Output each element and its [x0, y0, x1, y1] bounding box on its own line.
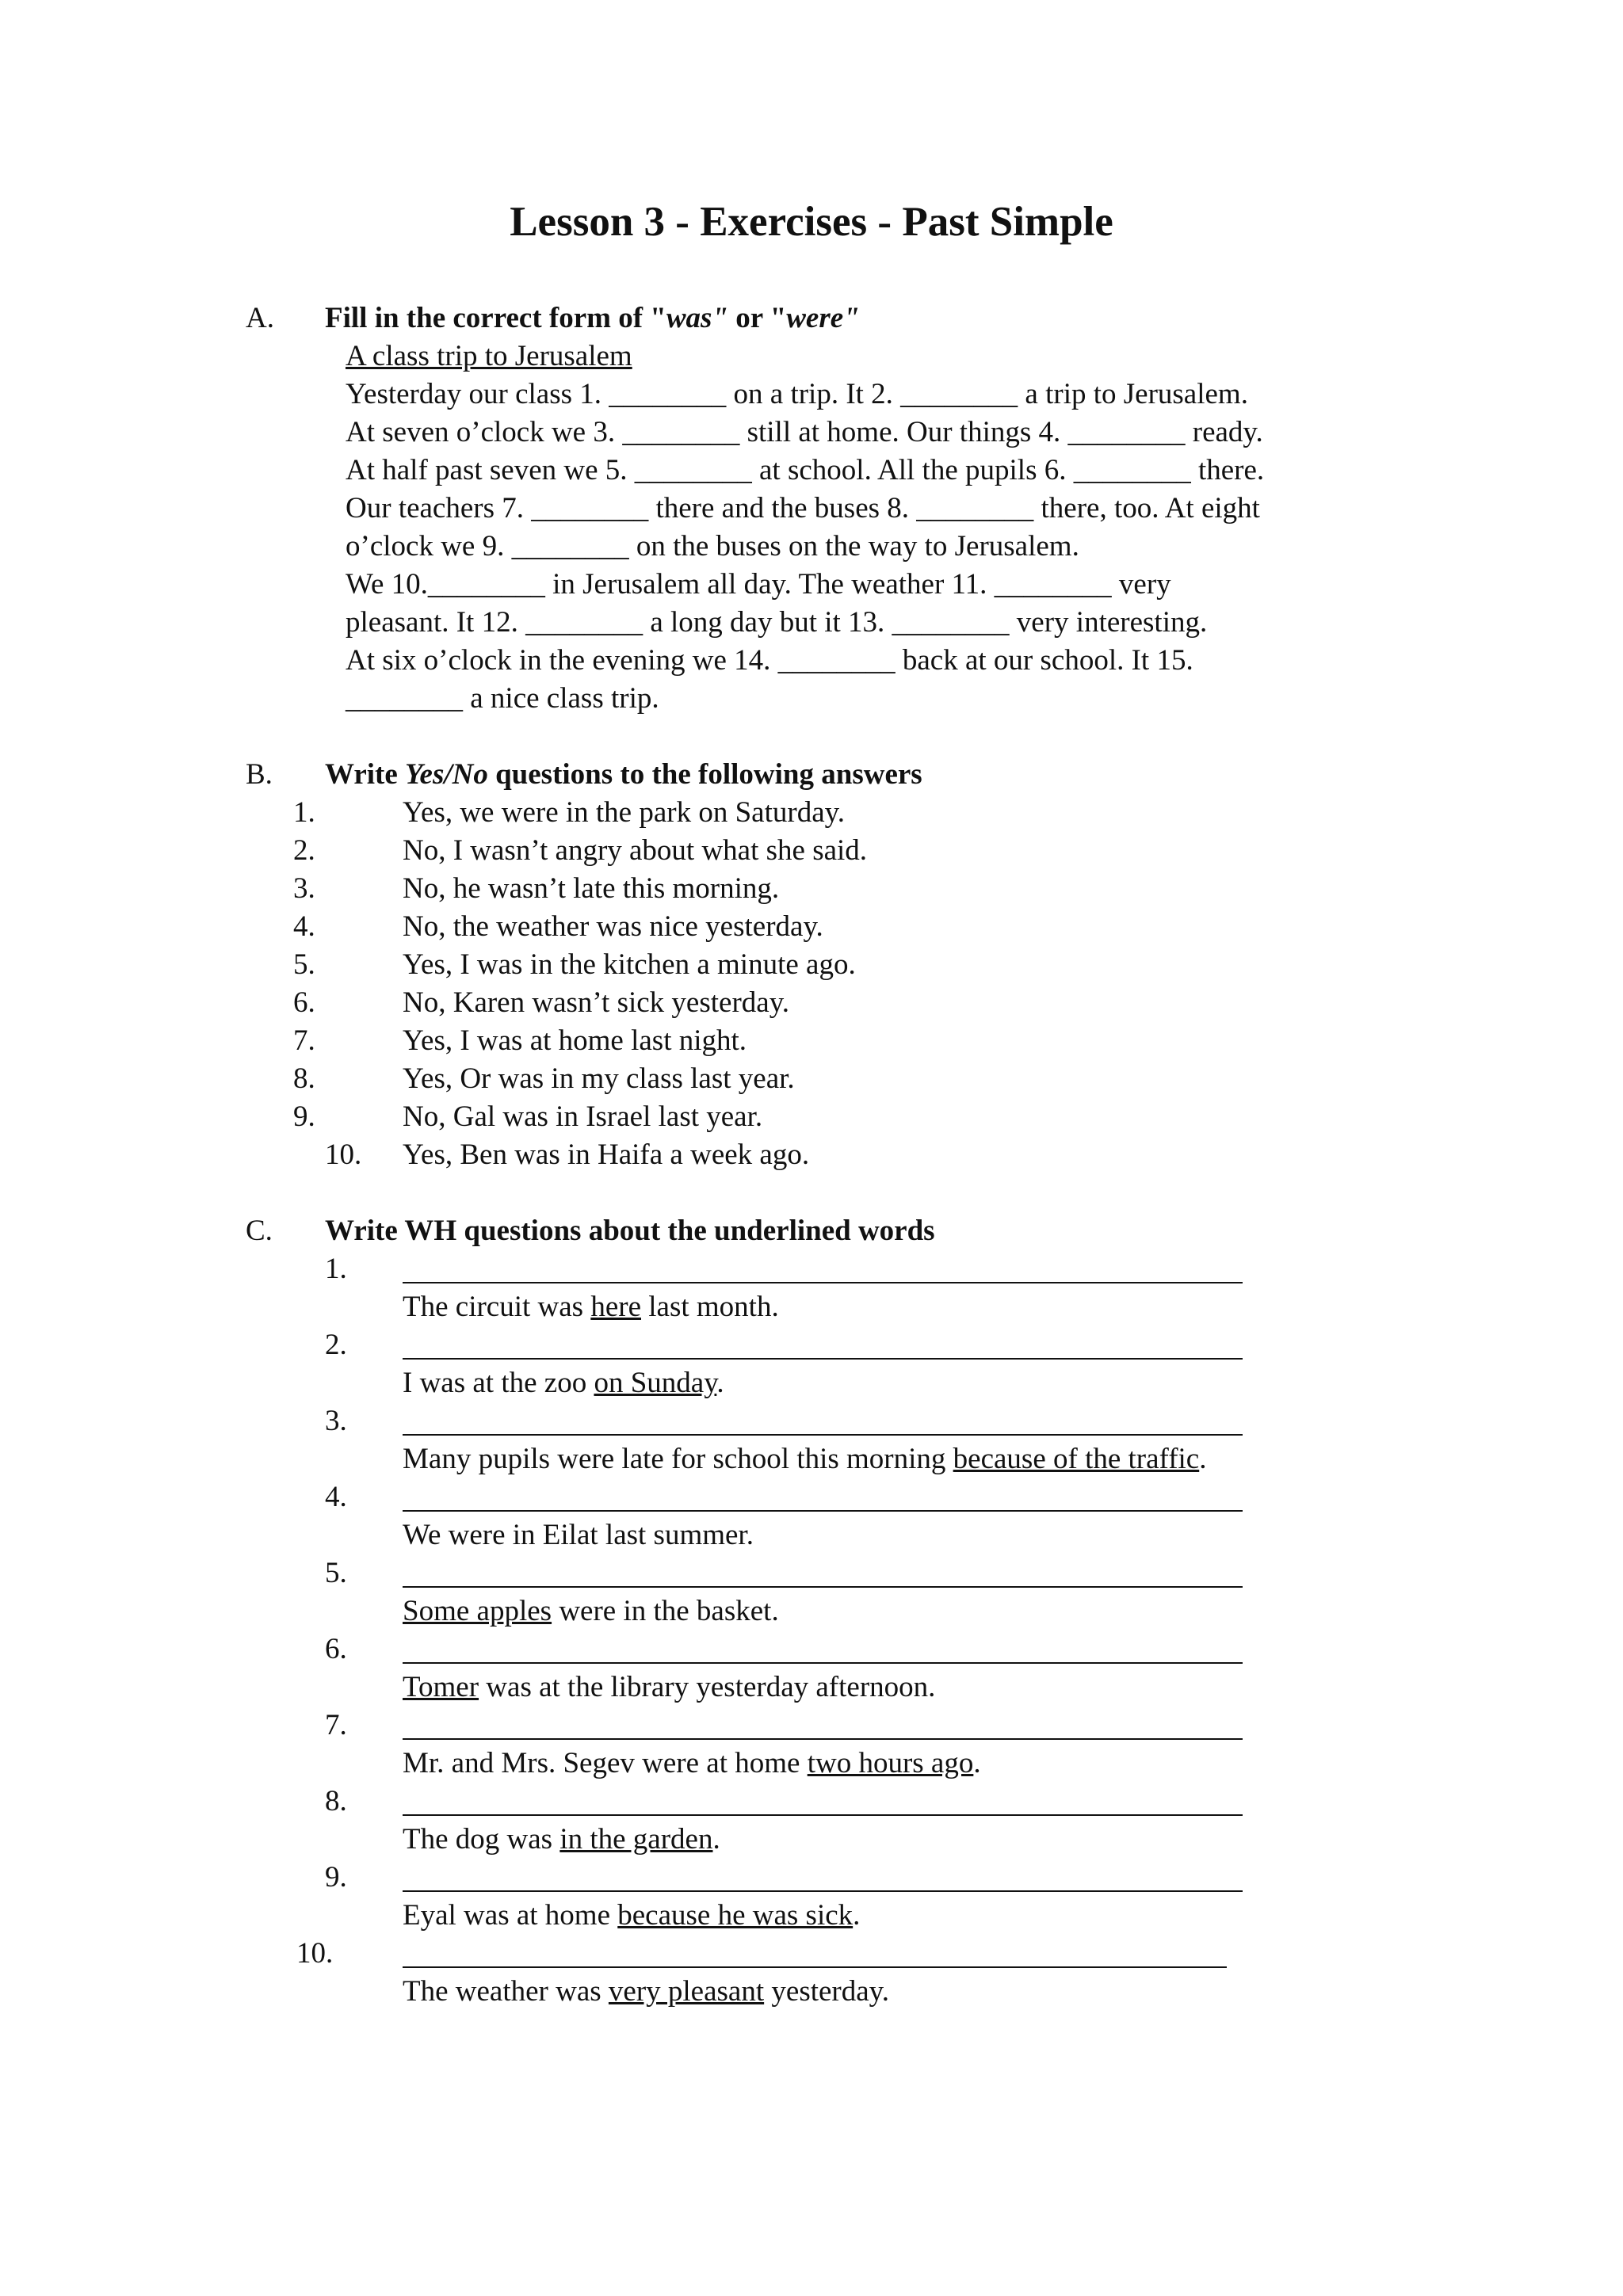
- statement: [403, 1821, 720, 1859]
- question-number: 3.: [325, 1405, 347, 1437]
- list-item-number: 10.: [325, 1138, 362, 1171]
- list-item-answer: No, Gal was in Israel last year.: [403, 1100, 763, 1133]
- statement-text: yesterday.: [764, 1975, 890, 2008]
- statement-text: I was at the zoo: [403, 1367, 594, 1399]
- section-a-line: At half past seven we 5. ________ at school. All the pupils 6. ________ there.: [346, 454, 1265, 486]
- underlined-words: Some apples: [403, 1595, 552, 1627]
- answer-line: [403, 1282, 1243, 1283]
- question-number: 5.: [325, 1557, 347, 1589]
- list-item-answer: No, the weather was nice yesterday.: [403, 910, 823, 943]
- statement: [403, 1745, 981, 1783]
- list-item-number: 5.: [293, 948, 315, 981]
- list-item-number: 4.: [293, 910, 315, 943]
- statement-text: The circuit was: [403, 1291, 591, 1323]
- section-a-line: We 10.________ in Jerusalem all day. The weather 11. ________ very: [346, 568, 1171, 601]
- statement: [403, 1592, 779, 1630]
- list-item-number: 2.: [293, 834, 315, 867]
- section-a-line: Our teachers 7. ________ there and the buses 8. ________ there, too. At eight: [346, 492, 1260, 524]
- statement: [403, 1288, 779, 1326]
- section-c-heading: Write WH questions about the underlined words: [325, 1215, 935, 1247]
- statement-text: .: [973, 1747, 981, 1779]
- statement-text: Eyal was at home: [403, 1899, 618, 1932]
- section-a-subtitle: A class trip to Jerusalem: [346, 340, 632, 372]
- list-item-answer: No, I wasn’t angry about what she said.: [403, 834, 868, 867]
- question-number: 2.: [325, 1329, 347, 1361]
- list-item-number: 9.: [293, 1100, 315, 1133]
- answer-line: [403, 1510, 1243, 1512]
- section-a-line: At six o’clock in the evening we 14. ________ back at our school. It 15.: [346, 644, 1193, 677]
- list-item-answer: Yes, I was at home last night.: [403, 1024, 747, 1057]
- list-item-number: 7.: [293, 1024, 315, 1057]
- question-number: 4.: [325, 1481, 347, 1513]
- underlined-words: here: [590, 1291, 641, 1323]
- statement: [403, 1669, 935, 1707]
- answer-line: [403, 1358, 1243, 1360]
- section-a-letter: A.: [246, 302, 274, 334]
- statement-text: The dog was: [403, 1823, 560, 1855]
- answer-line: [403, 1814, 1243, 1816]
- statement: [403, 1364, 724, 1402]
- underlined-words: very pleasant: [608, 1975, 765, 2008]
- section-a-line: Yesterday our class 1. ________ on a trip. It 2. ________ a trip to Jerusalem.: [346, 378, 1248, 410]
- section-b-letter: B.: [246, 758, 273, 791]
- section-a-line: pleasant. It 12. ________ a long day but it 13. ________ very interesting.: [346, 606, 1208, 639]
- list-item-answer: No, Karen wasn’t sick yesterday.: [403, 986, 790, 1019]
- section-a-line: o’clock we 9. ________ on the buses on the way to Jerusalem.: [346, 530, 1079, 563]
- underlined-words: Tomer: [403, 1671, 479, 1703]
- question-number: 6.: [325, 1633, 347, 1665]
- underlined-words: in the garden: [559, 1823, 713, 1855]
- statement-text: were in the basket.: [552, 1595, 779, 1627]
- answer-line: [403, 1662, 1243, 1664]
- section-a-line: At seven o’clock we 3. ________ still at home. Our things 4. ________ ready.: [346, 416, 1263, 448]
- list-item-answer: Yes, Ben was in Haifa a week ago.: [403, 1138, 810, 1171]
- underlined-words: two hours ago: [807, 1747, 974, 1779]
- section-c-letter: C.: [246, 1215, 273, 1247]
- list-item-number: 8.: [293, 1062, 315, 1095]
- answer-line: [403, 1586, 1243, 1588]
- answer-line: [403, 1738, 1243, 1740]
- page-title: Lesson 3 - Exercises - Past Simple: [510, 199, 1113, 245]
- statement: [403, 1516, 754, 1554]
- list-item-number: 3.: [293, 872, 315, 905]
- list-item-answer: Yes, I was in the kitchen a minute ago.: [403, 948, 856, 981]
- underlined-words: on Sunday: [594, 1367, 717, 1399]
- underlined-words: because he was sick: [617, 1899, 854, 1932]
- underlined-words: because of the traffic: [953, 1443, 1200, 1475]
- question-number: 9.: [325, 1861, 347, 1894]
- question-number: 10.: [296, 1937, 334, 1970]
- statement-text: .: [853, 1899, 861, 1932]
- list-item-number: 1.: [293, 796, 315, 829]
- question-number: 1.: [325, 1253, 347, 1285]
- list-item-number: 6.: [293, 986, 315, 1019]
- statement-text: .: [712, 1823, 720, 1855]
- statement-text: .: [716, 1367, 724, 1399]
- answer-line: [403, 1966, 1227, 1968]
- answer-line: [403, 1890, 1243, 1892]
- list-item-answer: Yes, we were in the park on Saturday.: [403, 796, 845, 829]
- statement: [403, 1440, 1206, 1478]
- list-item-answer: Yes, Or was in my class last year.: [403, 1062, 795, 1095]
- question-number: 7.: [325, 1709, 347, 1741]
- statement-text: Mr. and Mrs. Segev were at home: [403, 1747, 808, 1779]
- statement-text: We were in Eilat last summer.: [403, 1519, 754, 1551]
- section-a-line: ________ a nice class trip.: [346, 682, 659, 715]
- answer-line: [403, 1434, 1243, 1436]
- statement-text: last month.: [641, 1291, 779, 1323]
- list-item-answer: No, he wasn’t late this morning.: [403, 872, 780, 905]
- section-a-heading: Fill in the correct form of "was" or "were": [325, 302, 860, 334]
- statement-text: was at the library yesterday afternoon.: [479, 1671, 936, 1703]
- statement: [403, 1897, 860, 1935]
- statement: [403, 1973, 889, 2011]
- statement-text: The weather was: [403, 1975, 609, 2008]
- section-b-heading: Write Yes/No questions to the following answers: [325, 758, 922, 791]
- statement-text: .: [1199, 1443, 1207, 1475]
- question-number: 8.: [325, 1785, 347, 1817]
- statement-text: Many pupils were late for school this morning: [403, 1443, 953, 1475]
